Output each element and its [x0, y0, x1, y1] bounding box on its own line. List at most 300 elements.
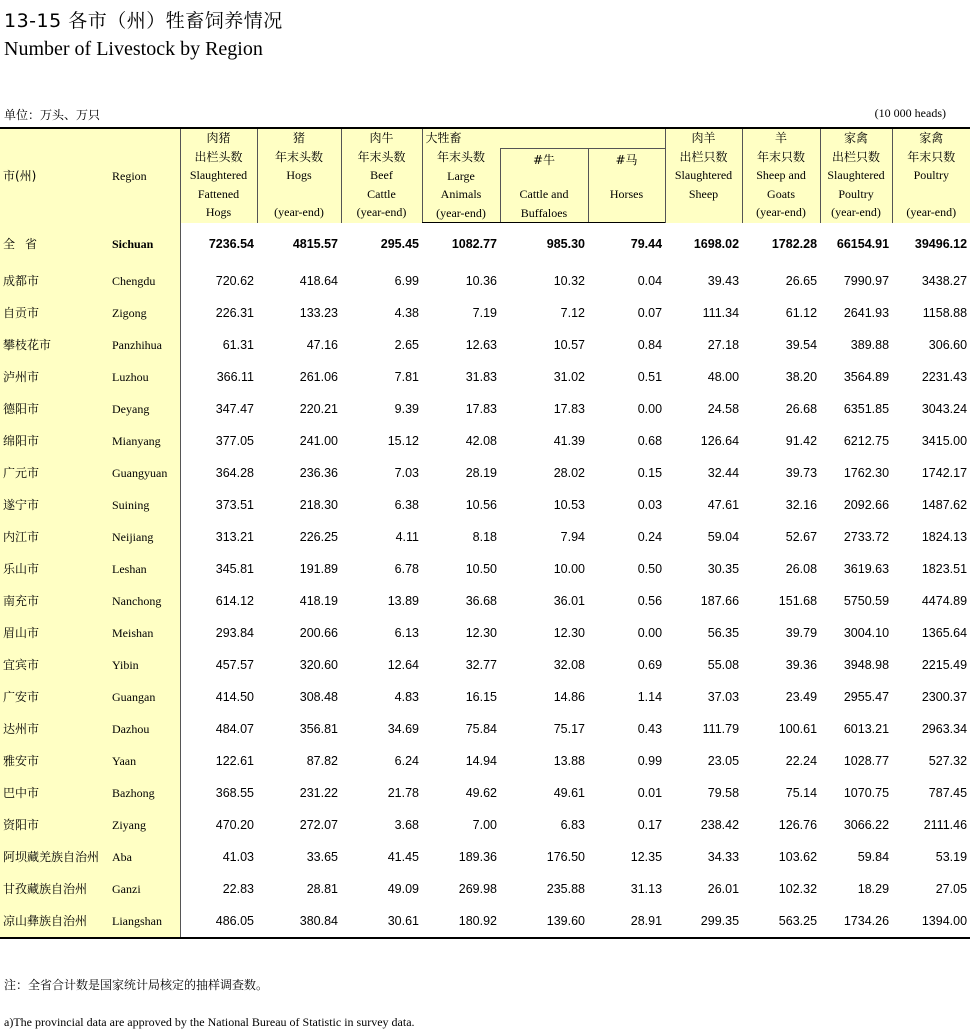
row-value: 1082.77 — [451, 237, 497, 252]
row-value: 12.63 — [465, 338, 497, 353]
row-value: 3415.00 — [921, 434, 968, 449]
table-row — [0, 841, 970, 873]
row-value: 0.69 — [637, 658, 663, 673]
row-value: 720.62 — [215, 274, 254, 289]
table-row — [0, 649, 970, 681]
row-value: 28.91 — [588, 905, 665, 938]
row-value: 0.43 — [637, 722, 663, 737]
row-value: 23.49 — [785, 690, 818, 705]
row-value: 306.60 — [928, 338, 968, 353]
header-poultry-slaughtered: 家禽 出栏只数 Slaughtered Poultry (year-end) — [820, 128, 892, 223]
row-value: 368.55 — [215, 786, 254, 801]
row-value: 220.21 — [299, 402, 338, 417]
row-city-cn: 攀枝花市 — [0, 329, 104, 361]
row-value: 39.36 — [785, 658, 818, 673]
row-value: 218.30 — [299, 498, 338, 513]
row-value: 356.81 — [299, 722, 338, 737]
row-value: 47.61 — [707, 498, 740, 513]
row-value: 75.14 — [785, 786, 818, 801]
row-value: 32.77 — [465, 658, 497, 673]
row-value: 21.78 — [387, 786, 419, 801]
row-value: 6212.75 — [843, 434, 890, 449]
row-value: 26.65 — [785, 274, 818, 289]
row-value: 26.68 — [785, 402, 818, 417]
row-value: 787.45 — [928, 786, 968, 801]
table-row — [0, 457, 970, 489]
row-value: 28.02 — [553, 466, 585, 481]
table-row — [0, 809, 970, 841]
row-value: 36.01 — [553, 594, 585, 609]
row-value: 10.32 — [553, 274, 585, 289]
row-value: 1070.75 — [843, 786, 890, 801]
row-region-en: Ziyang — [104, 809, 180, 841]
row-value: 347.47 — [215, 402, 254, 417]
row-value: 39496.12 — [914, 237, 968, 252]
row-value: 3.68 — [394, 818, 419, 833]
row-value: 3948.98 — [843, 658, 890, 673]
table-row — [0, 361, 970, 393]
row-value: 235.88 — [546, 882, 585, 897]
row-value: 75.17 — [553, 722, 585, 737]
row-value: 191.89 — [299, 562, 338, 577]
row-value: 3004.10 — [843, 626, 890, 641]
row-region-en: Panzhihua — [104, 329, 180, 361]
row-value: 49.09 — [387, 882, 419, 897]
row-region-en: Leshan — [104, 553, 180, 585]
row-value: 1824.13 — [921, 530, 968, 545]
row-value: 26.01 — [707, 882, 740, 897]
row-value: 0.07 — [637, 306, 663, 321]
row-region-en: Neijiang — [104, 521, 180, 553]
row-value: 295.45 — [380, 237, 419, 252]
row-value: 313.21 — [215, 530, 254, 545]
header-beef-cattle: 肉牛 年末头数 Beef Cattle (year-end) — [341, 128, 422, 223]
page-title-cn: 13-15 各市（州）牲畜饲养情况 — [4, 10, 283, 32]
row-value: 26.08 — [785, 562, 818, 577]
row-value: 111.34 — [702, 306, 740, 321]
row-value: 9.39 — [394, 402, 419, 417]
row-value: 47.16 — [306, 338, 338, 353]
table-row — [0, 681, 970, 713]
row-value: 200.66 — [299, 626, 338, 641]
row-value: 3066.22 — [843, 818, 890, 833]
table-row — [0, 713, 970, 745]
row-value: 7990.97 — [843, 274, 890, 289]
row-value: 527.32 — [928, 754, 968, 769]
row-value: 56.35 — [707, 626, 740, 641]
row-city-cn: 全省 — [0, 223, 104, 266]
row-value: 24.58 — [707, 402, 740, 417]
row-value: 33.65 — [306, 850, 338, 865]
row-value: 261.06 — [299, 370, 338, 385]
row-value: 1394.00 — [892, 905, 970, 938]
row-city-cn: 成都市 — [0, 265, 104, 297]
row-value: 226.25 — [299, 530, 338, 545]
table-row — [0, 265, 970, 297]
row-value: 486.05 — [180, 905, 257, 938]
table-row — [0, 585, 970, 617]
table-row — [0, 297, 970, 329]
row-value: 91.42 — [785, 434, 818, 449]
row-value: 103.62 — [778, 850, 818, 865]
table-row — [0, 873, 970, 905]
row-value: 985.30 — [546, 237, 585, 252]
row-value: 614.12 — [215, 594, 254, 609]
table-row — [0, 905, 970, 938]
row-value: 1487.62 — [921, 498, 968, 513]
row-city-cn: 阿坝藏羌族自治州 — [0, 841, 104, 873]
row-value: 151.68 — [778, 594, 818, 609]
row-value: 4815.57 — [292, 237, 338, 252]
row-value: 418.19 — [299, 594, 338, 609]
row-value: 34.33 — [707, 850, 740, 865]
row-value: 31.83 — [465, 370, 497, 385]
row-value: 2963.34 — [921, 722, 968, 737]
row-value: 13.89 — [387, 594, 419, 609]
row-value: 457.57 — [215, 658, 254, 673]
footnote-cn: 注：全省合计数是国家统计局核定的抽样调查数。 — [4, 978, 269, 992]
header-poultry-yearend: 家禽 年末只数 Poultry (year-end) — [892, 128, 970, 223]
row-value: 4.11 — [395, 530, 419, 545]
row-value: 308.48 — [299, 690, 338, 705]
row-value: 2092.66 — [843, 498, 890, 513]
row-region-en: Aba — [104, 841, 180, 873]
row-value: 2.65 — [394, 338, 419, 353]
row-value: 0.68 — [637, 434, 663, 449]
row-value: 231.22 — [299, 786, 338, 801]
row-city-cn: 甘孜藏族自治州 — [0, 873, 104, 905]
row-value: 59.04 — [707, 530, 740, 545]
row-value: 66154.91 — [836, 237, 890, 252]
row-value: 23.05 — [707, 754, 740, 769]
row-value: 418.64 — [299, 274, 338, 289]
table-row — [0, 393, 970, 425]
row-value: 87.82 — [306, 754, 338, 769]
row-value: 3619.63 — [843, 562, 890, 577]
header-cattle-buffaloes: #牛 Cattle and Buffaloes — [500, 148, 588, 223]
row-value: 3043.24 — [921, 402, 968, 417]
row-city-cn: 巴中市 — [0, 777, 104, 809]
row-value: 16.15 — [465, 690, 497, 705]
row-region-en: Dazhou — [104, 713, 180, 745]
row-value: 32.16 — [785, 498, 818, 513]
row-value: 0.17 — [637, 818, 663, 833]
row-value: 17.83 — [465, 402, 497, 417]
row-value: 0.84 — [637, 338, 663, 353]
row-value: 1698.02 — [693, 237, 740, 252]
row-region-en: Mianyang — [104, 425, 180, 457]
row-value: 59.84 — [857, 850, 890, 865]
row-value: 22.24 — [785, 754, 818, 769]
row-region-en: Liangshan — [104, 905, 180, 938]
row-region-en: Suining — [104, 489, 180, 521]
row-value: 27.18 — [707, 338, 740, 353]
row-value: 13.88 — [553, 754, 585, 769]
row-value: 345.81 — [215, 562, 254, 577]
row-value: 269.98 — [458, 882, 497, 897]
row-region-en: Yibin — [104, 649, 180, 681]
row-city-cn: 广安市 — [0, 681, 104, 713]
row-value: 1734.26 — [820, 905, 892, 938]
row-value: 10.53 — [553, 498, 585, 513]
row-value: 6.83 — [560, 818, 585, 833]
row-value: 4474.89 — [921, 594, 968, 609]
row-value: 22.83 — [222, 882, 254, 897]
row-value: 6.13 — [394, 626, 419, 641]
row-value: 373.51 — [215, 498, 254, 513]
row-value: 7.81 — [394, 370, 419, 385]
row-region-en: Deyang — [104, 393, 180, 425]
row-value: 61.12 — [785, 306, 818, 321]
row-city-cn: 眉山市 — [0, 617, 104, 649]
row-value: 7.00 — [472, 818, 497, 833]
row-value: 10.50 — [465, 562, 497, 577]
row-value: 1028.77 — [843, 754, 890, 769]
row-value: 6013.21 — [843, 722, 890, 737]
row-value: 0.24 — [637, 530, 663, 545]
row-city-cn: 乐山市 — [0, 553, 104, 585]
livestock-table — [0, 127, 970, 939]
table-row — [0, 745, 970, 777]
row-value: 48.00 — [707, 370, 740, 385]
row-value: 27.05 — [935, 882, 968, 897]
row-value: 414.50 — [215, 690, 254, 705]
row-value: 49.61 — [553, 786, 585, 801]
row-value: 189.36 — [458, 850, 497, 865]
row-value: 4.38 — [394, 306, 419, 321]
row-value: 12.64 — [387, 658, 419, 673]
row-value: 238.42 — [700, 818, 740, 833]
row-value: 2641.93 — [843, 306, 890, 321]
row-value: 1762.30 — [843, 466, 890, 481]
row-value: 17.83 — [553, 402, 585, 417]
row-city-cn: 泸州市 — [0, 361, 104, 393]
row-value: 0.99 — [637, 754, 663, 769]
header-sheep-slaughtered: 肉羊 出栏只数 Slaughtered Sheep — [665, 128, 742, 223]
row-value: 122.61 — [215, 754, 254, 769]
row-value: 55.08 — [707, 658, 740, 673]
row-value: 31.02 — [553, 370, 585, 385]
row-value: 0.03 — [637, 498, 663, 513]
row-value: 1158.88 — [922, 306, 968, 321]
row-value: 61.31 — [222, 338, 254, 353]
header-region: Region — [104, 128, 180, 223]
table-row — [0, 489, 970, 521]
row-value: 39.43 — [707, 274, 740, 289]
row-value: 42.08 — [465, 434, 497, 449]
row-value: 126.64 — [700, 434, 740, 449]
row-city-cn: 德阳市 — [0, 393, 104, 425]
row-value: 3564.89 — [843, 370, 890, 385]
row-region-en: Bazhong — [104, 777, 180, 809]
row-value: 0.51 — [637, 370, 663, 385]
row-value: 3438.27 — [921, 274, 968, 289]
row-value: 187.66 — [700, 594, 740, 609]
row-value: 380.84 — [257, 905, 341, 938]
row-region-en: Meishan — [104, 617, 180, 649]
row-value: 0.04 — [637, 274, 663, 289]
row-value: 32.44 — [707, 466, 740, 481]
row-value: 39.79 — [785, 626, 818, 641]
row-value: 79.44 — [630, 237, 663, 252]
row-value: 226.31 — [215, 306, 254, 321]
row-value: 1782.28 — [771, 237, 818, 252]
row-city-cn: 资阳市 — [0, 809, 104, 841]
table-row — [0, 617, 970, 649]
row-value: 1823.51 — [921, 562, 968, 577]
row-city-cn: 广元市 — [0, 457, 104, 489]
row-region-en: Sichuan — [104, 223, 180, 266]
row-value: 484.07 — [215, 722, 254, 737]
row-region-en: Guangan — [104, 681, 180, 713]
row-value: 41.39 — [553, 434, 585, 449]
row-value: 32.08 — [553, 658, 585, 673]
unit-label-en: (10 000 heads) — [874, 106, 946, 120]
row-value: 1365.64 — [921, 626, 968, 641]
row-value: 2231.43 — [921, 370, 968, 385]
row-region-en: Chengdu — [104, 265, 180, 297]
header-large-animals-group: 大牲畜 — [422, 128, 665, 148]
row-value: 6.38 — [394, 498, 419, 513]
row-city-cn: 自贡市 — [0, 297, 104, 329]
header-hogs-yearend: 猪 年末头数 Hogs (year-end) — [257, 128, 341, 223]
row-value: 6.24 — [394, 754, 419, 769]
row-value: 31.13 — [630, 882, 663, 897]
row-value: 5750.59 — [843, 594, 890, 609]
row-value: 10.56 — [465, 498, 497, 513]
header-sheep-yearend: 羊 年末只数 Sheep and Goats (year-end) — [742, 128, 820, 223]
row-city-cn: 绵阳市 — [0, 425, 104, 457]
row-value: 0.00 — [637, 626, 663, 641]
row-value: 30.35 — [707, 562, 740, 577]
row-value: 7.19 — [472, 306, 497, 321]
row-value: 6.78 — [394, 562, 419, 577]
row-value: 12.35 — [630, 850, 663, 865]
header-large-animals: 年末头数 Large Animals (year-end) — [422, 148, 500, 223]
row-city-cn: 内江市 — [0, 521, 104, 553]
row-value: 34.69 — [387, 722, 419, 737]
row-value: 7.94 — [560, 530, 585, 545]
row-value: 2955.47 — [843, 690, 890, 705]
row-city-cn: 宜宾市 — [0, 649, 104, 681]
row-city-cn: 南充市 — [0, 585, 104, 617]
row-value: 126.76 — [778, 818, 818, 833]
row-value: 14.86 — [553, 690, 585, 705]
row-value: 12.30 — [465, 626, 497, 641]
row-value: 470.20 — [215, 818, 254, 833]
row-region-en: Ganzi — [104, 873, 180, 905]
row-city-cn: 雅安市 — [0, 745, 104, 777]
row-value: 241.00 — [299, 434, 338, 449]
row-value: 272.07 — [299, 818, 338, 833]
row-value: 139.60 — [500, 905, 588, 938]
table-row — [0, 553, 970, 585]
row-value: 79.58 — [707, 786, 740, 801]
row-value: 102.32 — [778, 882, 818, 897]
row-value: 10.36 — [465, 274, 497, 289]
row-value: 0.00 — [637, 402, 663, 417]
row-value: 18.29 — [857, 882, 890, 897]
row-value: 0.15 — [637, 466, 663, 481]
row-region-en: Guangyuan — [104, 457, 180, 489]
row-value: 364.28 — [215, 466, 254, 481]
row-value: 8.18 — [472, 530, 497, 545]
row-value: 6351.85 — [843, 402, 890, 417]
row-value: 176.50 — [546, 850, 585, 865]
row-value: 377.05 — [215, 434, 254, 449]
row-value: 1742.17 — [921, 466, 968, 481]
row-value: 2215.49 — [921, 658, 968, 673]
row-value: 236.36 — [299, 466, 338, 481]
row-city-cn: 遂宁市 — [0, 489, 104, 521]
row-value: 41.45 — [387, 850, 419, 865]
row-value: 75.84 — [465, 722, 497, 737]
table-row — [0, 425, 970, 457]
row-city-cn: 凉山彝族自治州 — [0, 905, 104, 938]
row-value: 36.68 — [465, 594, 497, 609]
row-value: 180.92 — [422, 905, 500, 938]
table-row — [0, 329, 970, 361]
row-value: 39.54 — [785, 338, 818, 353]
row-value: 39.73 — [785, 466, 818, 481]
row-value: 111.79 — [702, 722, 740, 737]
row-region-en: Luzhou — [104, 361, 180, 393]
page-title-en: Number of Livestock by Region — [4, 38, 263, 60]
row-value: 320.60 — [299, 658, 338, 673]
header-horses: #马 Horses — [588, 148, 665, 223]
row-value: 293.84 — [215, 626, 254, 641]
row-value: 6.99 — [394, 274, 419, 289]
row-region-en: Yaan — [104, 745, 180, 777]
row-value: 299.35 — [665, 905, 742, 938]
row-value: 100.61 — [778, 722, 818, 737]
row-value: 53.19 — [935, 850, 968, 865]
row-value: 389.88 — [850, 338, 890, 353]
row-region-en: Zigong — [104, 297, 180, 329]
row-value: 12.30 — [553, 626, 585, 641]
row-value: 37.03 — [707, 690, 740, 705]
row-value: 133.23 — [299, 306, 338, 321]
row-value: 38.20 — [785, 370, 818, 385]
table-row — [0, 521, 970, 553]
row-value: 41.03 — [222, 850, 254, 865]
row-value: 7.12 — [560, 306, 585, 321]
row-value: 2111.46 — [923, 818, 968, 833]
row-value: 0.56 — [637, 594, 663, 609]
row-value: 7236.54 — [208, 237, 254, 252]
row-value: 7.03 — [394, 466, 419, 481]
row-value: 2300.37 — [921, 690, 968, 705]
row-value: 10.00 — [553, 562, 585, 577]
row-value: 0.50 — [637, 562, 663, 577]
header-city-cn: 市(州) — [0, 128, 104, 223]
row-value: 10.57 — [553, 338, 585, 353]
row-value: 28.81 — [306, 882, 338, 897]
table-row-total — [0, 223, 970, 266]
table-row — [0, 777, 970, 809]
row-value: 1.14 — [637, 690, 663, 705]
row-value: 30.61 — [341, 905, 422, 938]
row-value: 2733.72 — [843, 530, 890, 545]
header-hogs-slaughtered: 肉猪 出栏头数 Slaughtered Fattened Hogs — [180, 128, 257, 223]
row-value: 15.12 — [387, 434, 419, 449]
row-value: 4.83 — [394, 690, 419, 705]
row-value: 52.67 — [785, 530, 818, 545]
row-value: 563.25 — [742, 905, 820, 938]
row-value: 0.01 — [637, 786, 663, 801]
row-value: 28.19 — [465, 466, 497, 481]
row-value: 14.94 — [465, 754, 497, 769]
